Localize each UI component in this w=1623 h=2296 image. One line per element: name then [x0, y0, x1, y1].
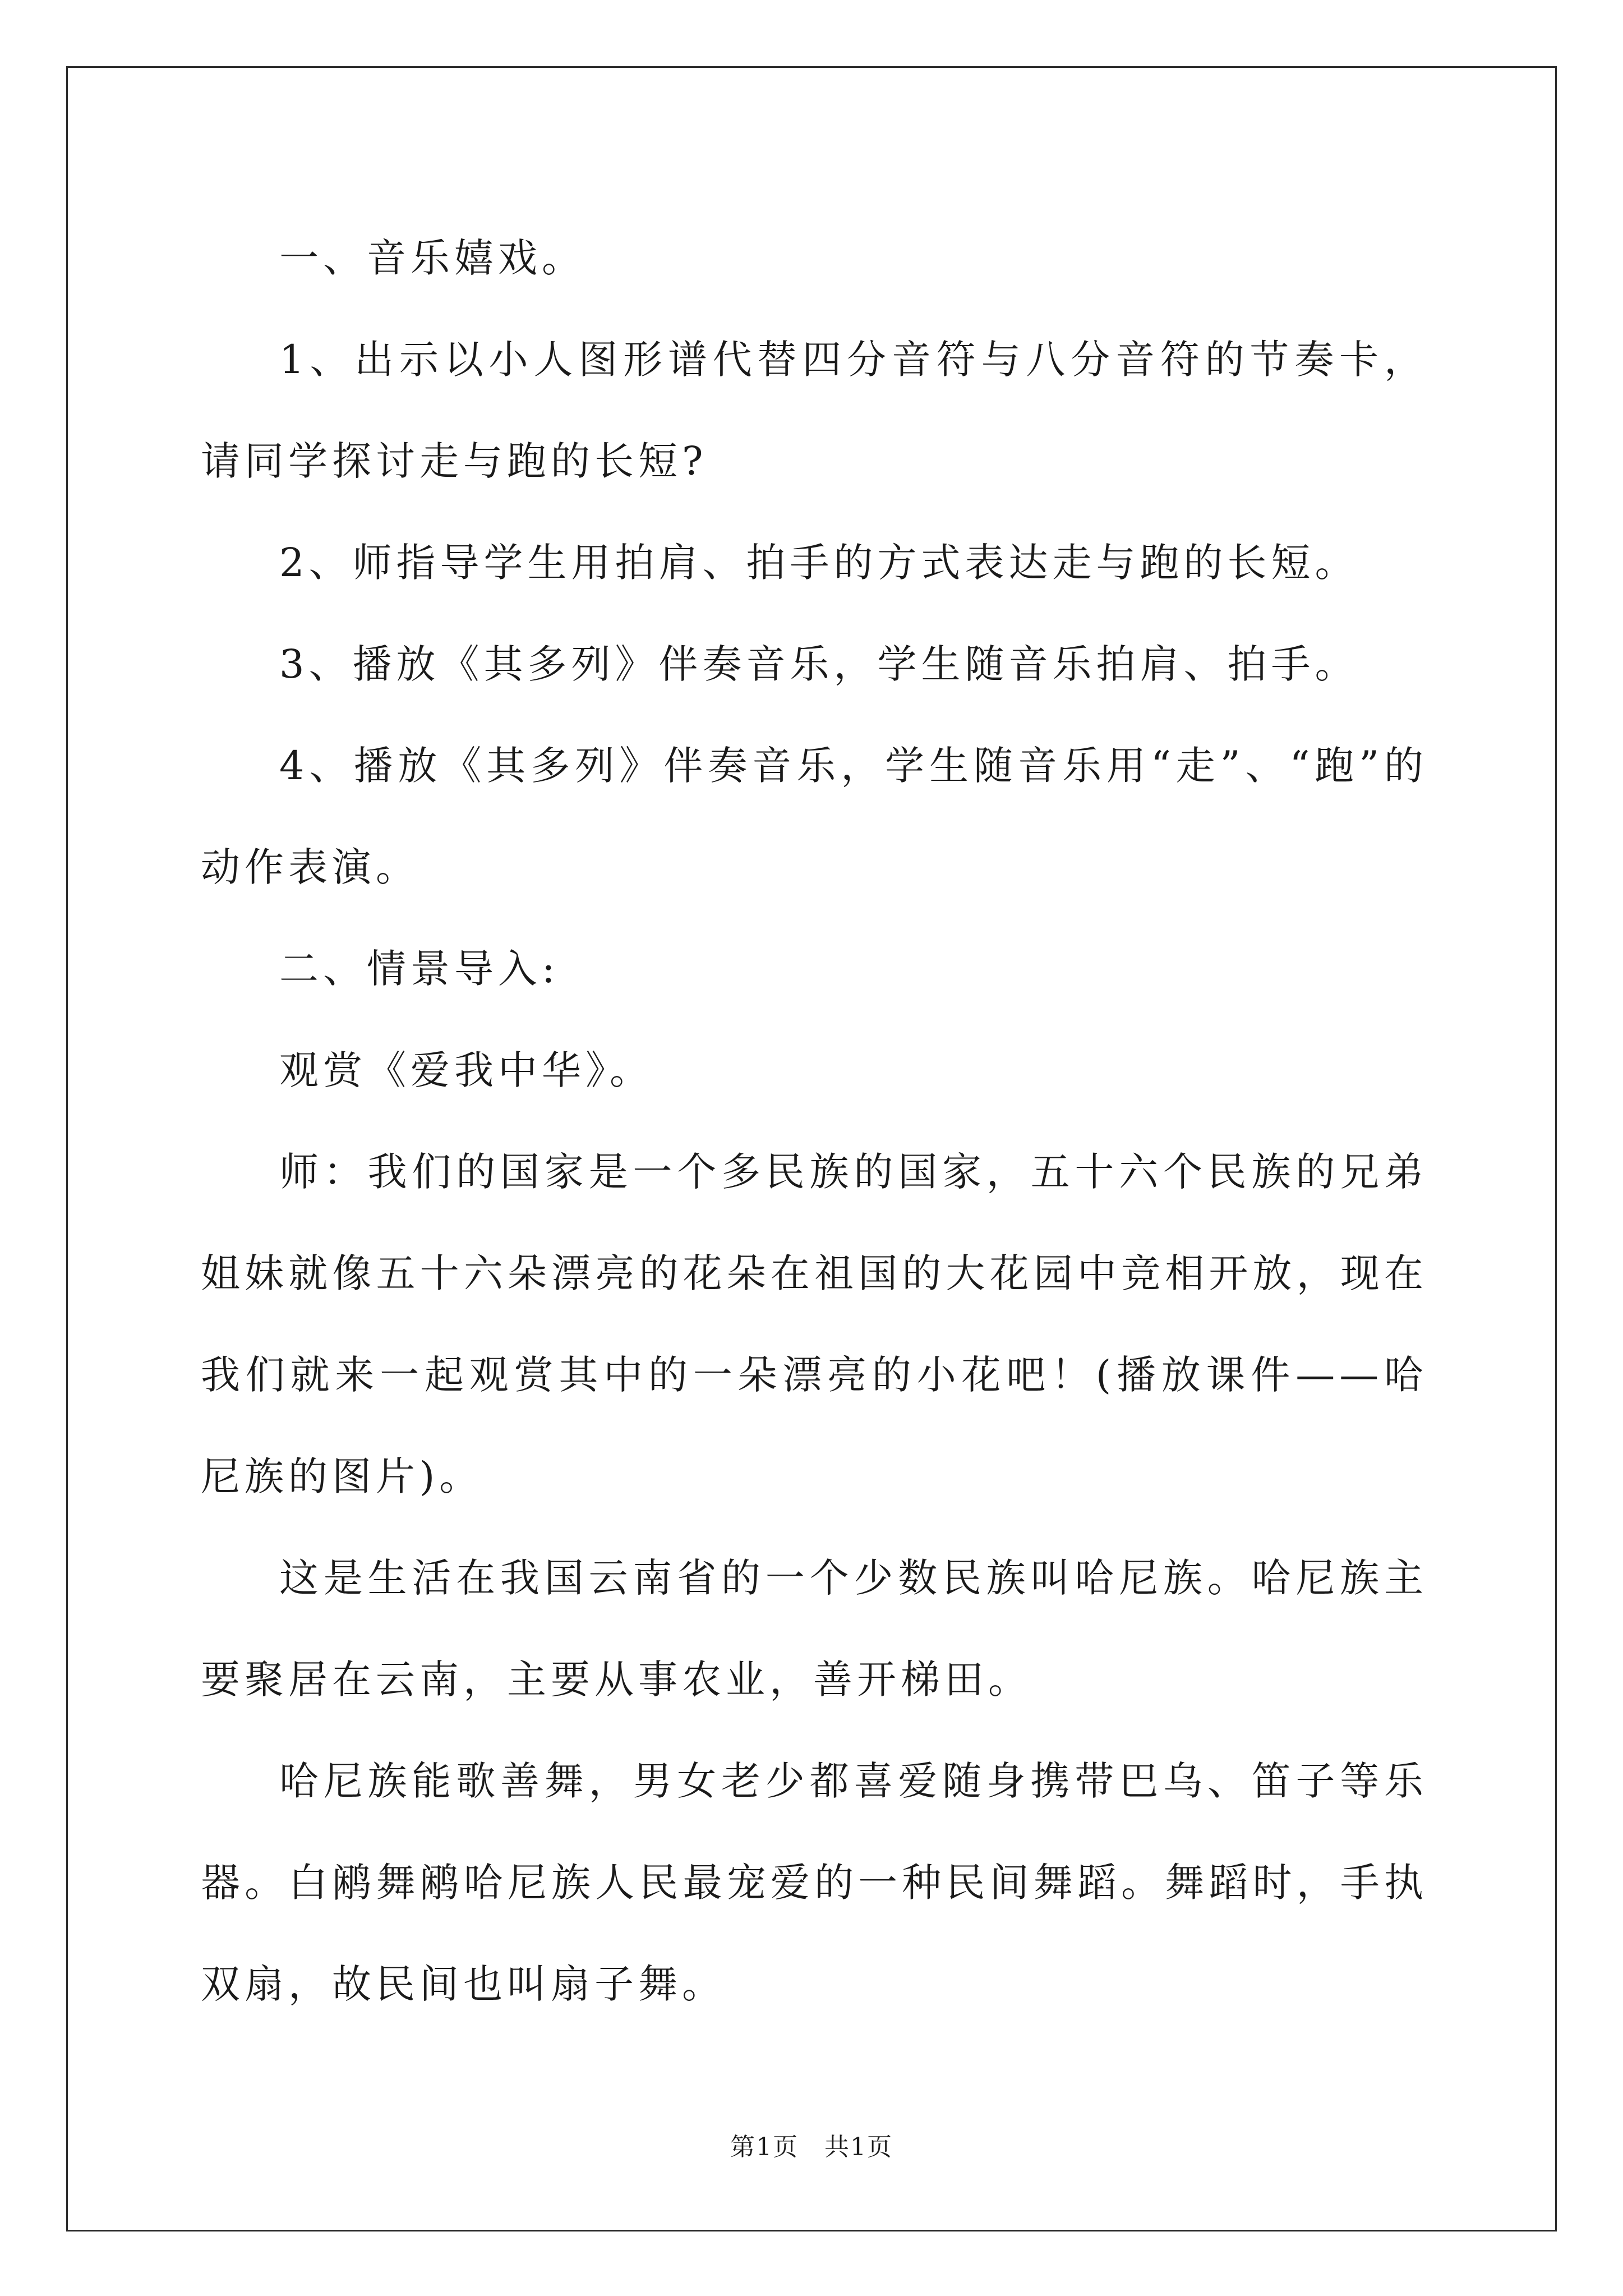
paragraph-step-2: 2、师指导学生用拍肩、拍手的方式表达走与跑的长短。 [279, 540, 1359, 586]
paragraph-step-1: 1、出示以小人图形谱代替四分音符与八分音符的节奏卡，请同学探讨走与跑的长短? [201, 337, 1428, 484]
paragraph-hani-intro: 这是生活在我国云南省的一个少数民族叫哈尼族。哈尼族主要聚居在云南，主要从事农业，善开梯田。 [201, 1555, 1428, 1703]
document-body [201, 208, 1428, 2035]
heading-scene-intro: 二、情景导入: [279, 946, 560, 992]
paragraph-watch: 观赏《爱我中华》。 [279, 1047, 653, 1093]
heading-music-game: 一、音乐嬉戏。 [279, 235, 585, 281]
paragraph-step-4: 4、播放《其多列》伴奏音乐，学生随音乐用“走”、“跑”的动作表演。 [201, 743, 1428, 890]
paragraph-teacher: 师：我们的国家是一个多民族的国家，五十六个民族的兄弟姐妹就像五十六朵漂亮的花朵在祖国的大花园中竞相开放，现在我们就来一起观赏其中的一朵漂亮的小花吧！(播放课件——哈尼族的图片)。 [201, 1149, 1428, 1499]
paragraph-hani-dance: 哈尼族能歌善舞，男女老少都喜爱随身携带巴乌、笛子等乐器。白鹇舞鹇哈尼族人民最宠爱的一种民间舞蹈。舞蹈时，手执双扇，故民间也叫扇子舞。 [201, 1758, 1428, 2007]
paragraph-step-3: 3、播放《其多列》伴奏音乐，学生随音乐拍肩、拍手。 [279, 641, 1359, 687]
page-number: 第1页 共1页 [730, 2133, 893, 2161]
